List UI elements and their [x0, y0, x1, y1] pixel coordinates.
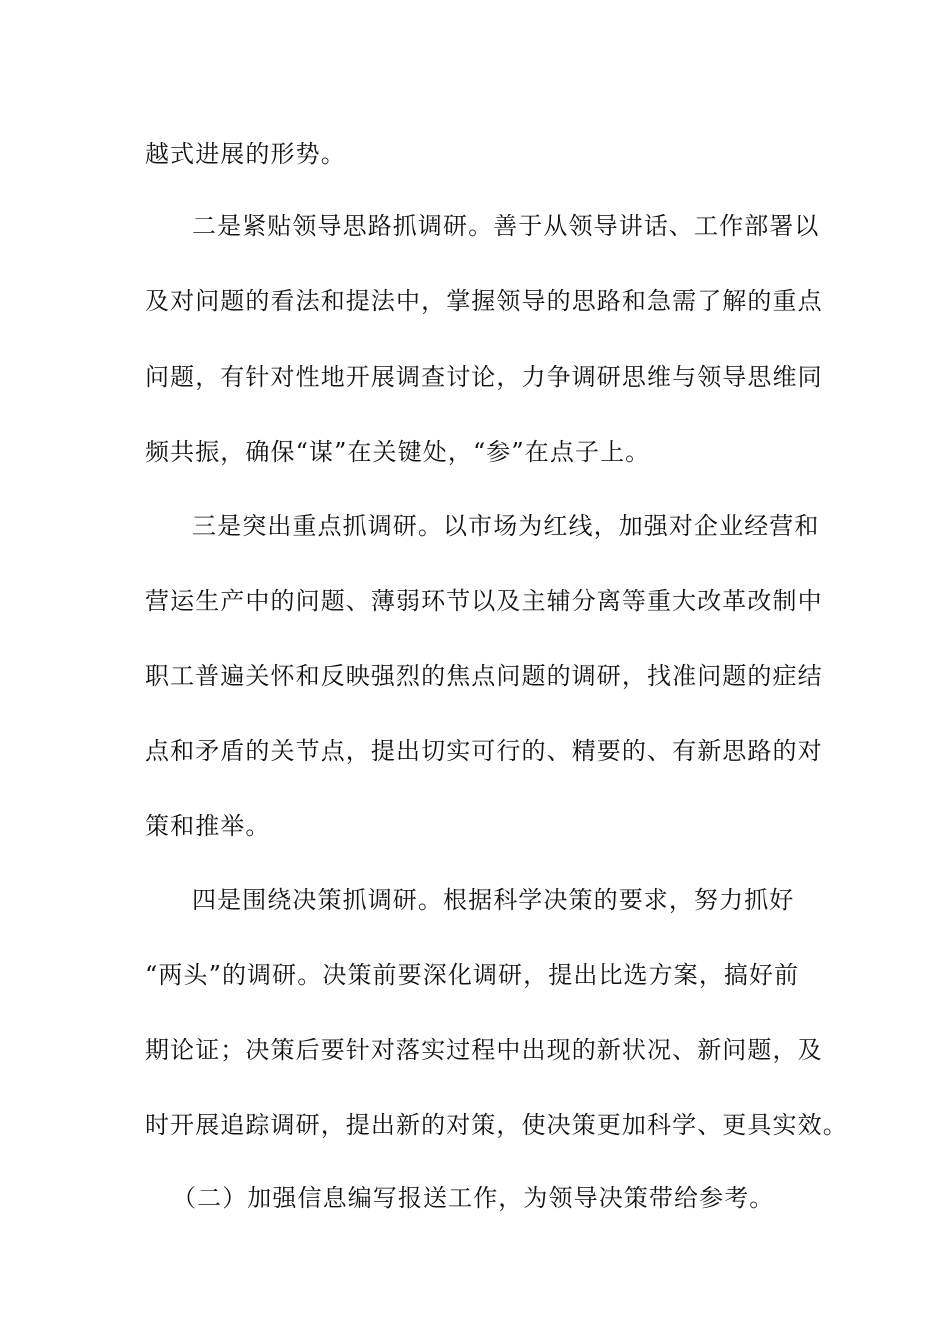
text-line: 频共振，确保“谋”在关键处，“参”在点子上。: [145, 438, 651, 466]
text-line: 营运生产中的问题、薄弱环节以及主辅分离等重大改革改制中: [145, 587, 823, 615]
text-line: “两头”的调研。决策前要深化调研，提出比选方案，搞好前: [145, 961, 800, 989]
text-line: 问题，有针对性地开展调查讨论，力争调研思维与领导思维同: [145, 363, 823, 391]
text-line: 时开展追踪调研，提出新的对策，使决策更加科学、更具实效。: [145, 1111, 848, 1139]
text-line: 越式进展的形势。: [145, 140, 346, 168]
text-line: 三是突出重点抓调研。以市场为红线，加强对企业经营和: [192, 512, 820, 540]
text-line: 四是围绕决策抓调研。根据科学决策的要求，努力抓好: [192, 886, 795, 914]
text-line: 期论证；决策后要针对落实过程中出现的新状况、新问题，及: [145, 1036, 823, 1064]
section-heading: （二）加强信息编写报送工作，为领导决策带给参考。: [172, 1184, 775, 1212]
text-line: 二是紧贴领导思路抓调研。善于从领导讲话、工作部署以: [192, 212, 820, 240]
text-line: 及对问题的看法和提法中，掌握领导的思路和急需了解的重点: [145, 287, 823, 315]
text-line: 点和矛盾的关节点，提出切实可行的、精要的、有新思路的对: [145, 737, 823, 765]
text-line: 策和推举。: [145, 812, 271, 840]
text-line: 职工普遍关怀和反映强烈的焦点问题的调研，找准问题的症结: [145, 662, 823, 690]
